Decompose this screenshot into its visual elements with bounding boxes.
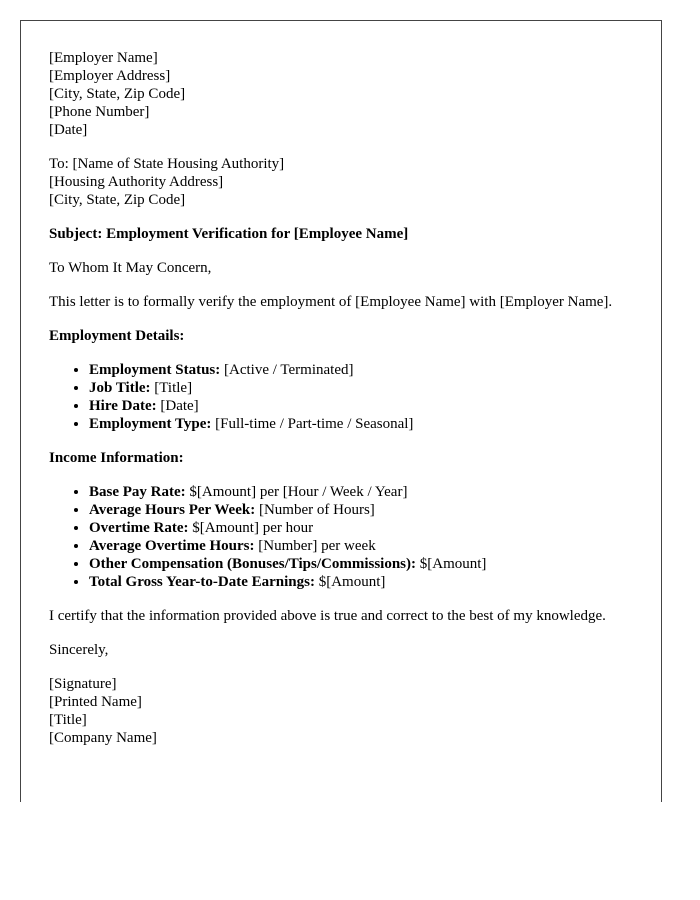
item-label: Employment Status: bbox=[89, 362, 221, 378]
sender-city-state-zip: [City, State, Zip Code] bbox=[49, 86, 186, 102]
recipient-address-block bbox=[49, 155, 629, 209]
signature-block bbox=[49, 675, 629, 747]
item-label: Job Title: bbox=[89, 380, 151, 396]
item-label: Average Overtime Hours: bbox=[89, 538, 255, 554]
item-label: Base Pay Rate: bbox=[89, 484, 186, 500]
item-label: Other Compensation (Bonuses/Tips/Commissions): bbox=[89, 556, 416, 572]
sender-name: [Employer Name] bbox=[49, 50, 158, 66]
list-item bbox=[89, 415, 629, 433]
item-value: $[Amount] per [Hour / Week / Year] bbox=[185, 484, 408, 500]
list-item bbox=[89, 483, 629, 501]
item-value: [Title] bbox=[150, 380, 193, 396]
item-label: Overtime Rate: bbox=[89, 520, 189, 536]
certification-paragraph: I certify that the information provided above is true and correct to the best of my knowledge. bbox=[49, 608, 606, 624]
letter-date: [Date] bbox=[49, 122, 88, 138]
letter-page bbox=[20, 20, 662, 802]
list-item bbox=[89, 361, 629, 379]
item-value: $[Amount] bbox=[314, 574, 386, 590]
subject-line: Subject: Employment Verification for [Employee Name] bbox=[49, 226, 409, 242]
company-name: [Company Name] bbox=[49, 730, 157, 746]
recipient-name: To: [Name of State Housing Authority] bbox=[49, 156, 285, 172]
list-item bbox=[89, 573, 629, 591]
item-value: [Active / Terminated] bbox=[220, 362, 354, 378]
employment-details-list bbox=[49, 361, 629, 433]
closing: Sincerely, bbox=[49, 642, 109, 658]
list-item bbox=[89, 397, 629, 415]
item-value: [Date] bbox=[156, 398, 199, 414]
signature: [Signature] bbox=[49, 676, 117, 692]
letter-content bbox=[49, 49, 629, 763]
list-item bbox=[89, 555, 629, 573]
employment-details-heading: Employment Details: bbox=[49, 328, 185, 344]
recipient-address: [Housing Authority Address] bbox=[49, 174, 224, 190]
sender-address: [Employer Address] bbox=[49, 68, 171, 84]
income-information-heading: Income Information: bbox=[49, 450, 184, 466]
item-label: Employment Type: bbox=[89, 416, 212, 432]
sender-address-block bbox=[49, 49, 629, 139]
intro-paragraph: This letter is to formally verify the employment of [Employee Name] with [Employer Name]. bbox=[49, 294, 613, 310]
list-item bbox=[89, 519, 629, 537]
item-value: [Full-time / Part-time / Seasonal] bbox=[211, 416, 414, 432]
salutation: To Whom It May Concern, bbox=[49, 260, 212, 276]
list-item bbox=[89, 537, 629, 555]
item-value: $[Amount] bbox=[416, 556, 487, 572]
list-item bbox=[89, 501, 629, 519]
item-value: [Number of Hours] bbox=[255, 502, 375, 518]
item-label: Hire Date: bbox=[89, 398, 157, 414]
sender-phone: [Phone Number] bbox=[49, 104, 150, 120]
item-value: $[Amount] per hour bbox=[188, 520, 314, 536]
item-value: [Number] per week bbox=[254, 538, 376, 554]
printed-name: [Printed Name] bbox=[49, 694, 142, 710]
signer-title: [Title] bbox=[49, 712, 87, 728]
recipient-city-state-zip: [City, State, Zip Code] bbox=[49, 192, 186, 208]
income-information-list bbox=[49, 483, 629, 591]
item-label: Total Gross Year-to-Date Earnings: bbox=[89, 574, 315, 590]
item-label: Average Hours Per Week: bbox=[89, 502, 256, 518]
list-item bbox=[89, 379, 629, 397]
